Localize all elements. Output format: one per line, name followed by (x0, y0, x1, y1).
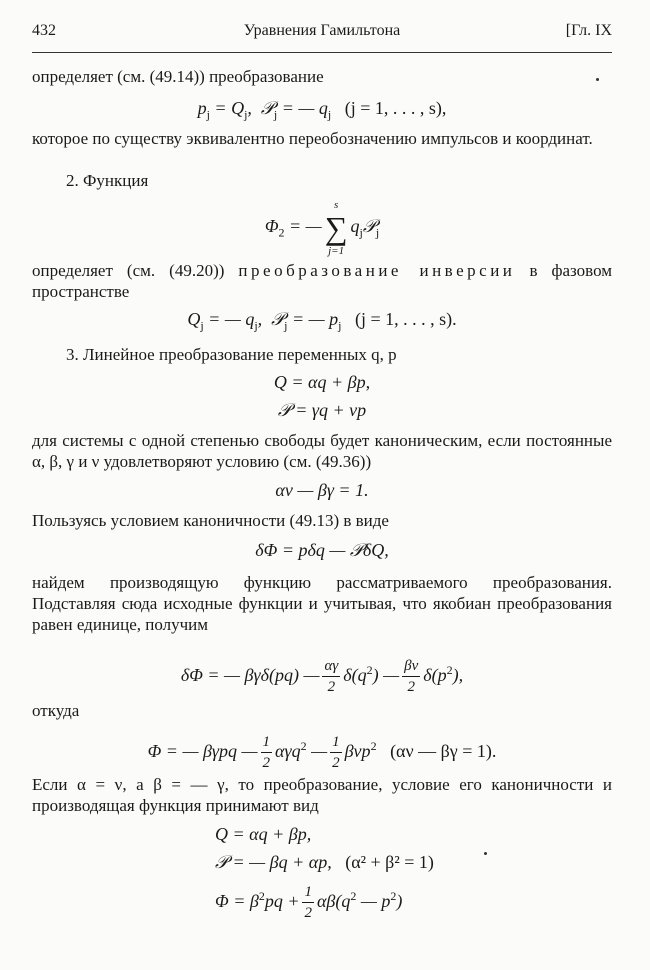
equation-5: 𝒫 = γq + νp (277, 400, 367, 420)
fraction-half-2: $\frac{1}{2}$ (332, 734, 340, 772)
item-2-label: 2. Функция (66, 171, 149, 190)
header-rule (32, 52, 612, 53)
paragraph-3-end: в фазовом пространстве (32, 261, 613, 301)
fraction-bn-2: $\frac{\beta\nu}{2}$ (404, 658, 419, 696)
paragraph-3-spaced: преобразование инверсии (238, 261, 516, 280)
equation-1: $p_j = Q_j$, 𝒫$_j$ = — $q_j$ (j = 1, . . . , s), (197, 98, 447, 122)
chapter-label: [Гл. IX (565, 22, 612, 39)
paragraph-2: которое по существу эквивалентно переобозначению импульсов и координат. (32, 129, 593, 148)
sum-upper: s (333, 198, 339, 211)
fraction-half-3: $\frac{1}{2}$ (304, 884, 312, 922)
equation-2: $\Phi_2$ = — s ∑ j=1 $q_j𝒫_j$ (264, 198, 380, 257)
paragraph-7: откуда (32, 701, 80, 720)
speck (596, 78, 599, 81)
equation-6: αν — βγ = 1. (275, 480, 369, 500)
equation-7: δΦ = pδq — 𝒫δQ, (255, 540, 389, 560)
equation-9-condition: (αν — βγ = 1). (390, 741, 497, 761)
speck (484, 852, 487, 855)
sum-lower: j=1 (328, 244, 345, 257)
equation-4: Q = αq + βp, (273, 372, 371, 392)
equation-11-condition: (α² + β² = 1) (345, 852, 434, 872)
equation-1-range: (j = 1, . . . , s), (344, 98, 447, 118)
paragraph-1: определяет (см. (49.14)) преобразование (32, 67, 324, 86)
equation-12: $\Phi = \beta^2pq$ + $\frac{1}{2}$ $\alpha\beta(q^2$ — $p^2$) (215, 884, 403, 922)
fraction-ag-2: $\frac{\alpha\gamma}{2}$ (324, 658, 339, 696)
paragraph-8: Если α = ν, а β = — γ, то преобразование, условие его каноничности и производящая функция принимают вид (32, 775, 612, 815)
equation-3: $Q_j$ = — $q_j$, 𝒫$_j$ = — $p_j$ (j = 1, . . . , s). (187, 309, 457, 333)
sum-sign: s ∑ j=1 (324, 198, 348, 257)
equation-3-range: (j = 1, . . . , s). (355, 309, 457, 329)
equation-10: Q = αq + βp, (215, 824, 312, 844)
running-header (32, 22, 612, 48)
fraction-half-1: $\frac{1}{2}$ (262, 734, 271, 772)
equation-11: 𝒫 = — βq + αp, (α² + β² = 1) (215, 852, 434, 872)
paragraph-6: найдем производящую функцию рассматриваемого преобразования. Подставляя сюда исходные функции и учитывая, что якобиан преобразования равен единице, получим (32, 573, 612, 634)
item-3-label: 3. Линейное преобразование переменных q, p (66, 345, 397, 364)
running-title: Уравнения Гамильтона (243, 22, 401, 39)
equation-9: Φ = — βγpq — $\frac{1}{2}$ αγq$^2$ — $\frac{1}{2}$ βνp$^2$ (αν — βγ = 1). (147, 734, 497, 772)
paragraph-3-start: определяет (см. (49.20)) (32, 261, 225, 280)
paragraph-3 (32, 260, 612, 302)
equation-8: δΦ = — βγδ(pq) — $\frac{\alpha\gamma}{2}$ $\delta(q^2)$ — $\frac{\beta\nu}{2}$ $\delta(p^2)$, (180, 658, 464, 696)
page-number: 432 (32, 22, 56, 39)
paragraph-4: для системы с одной степенью свободы будет каноническим, если постоянные α, β, γ и ν удовлетворяют условию (см. (49.36)) (32, 431, 612, 471)
paragraph-5: Пользуясь условием каноничности (49.13) в виде (32, 511, 389, 530)
